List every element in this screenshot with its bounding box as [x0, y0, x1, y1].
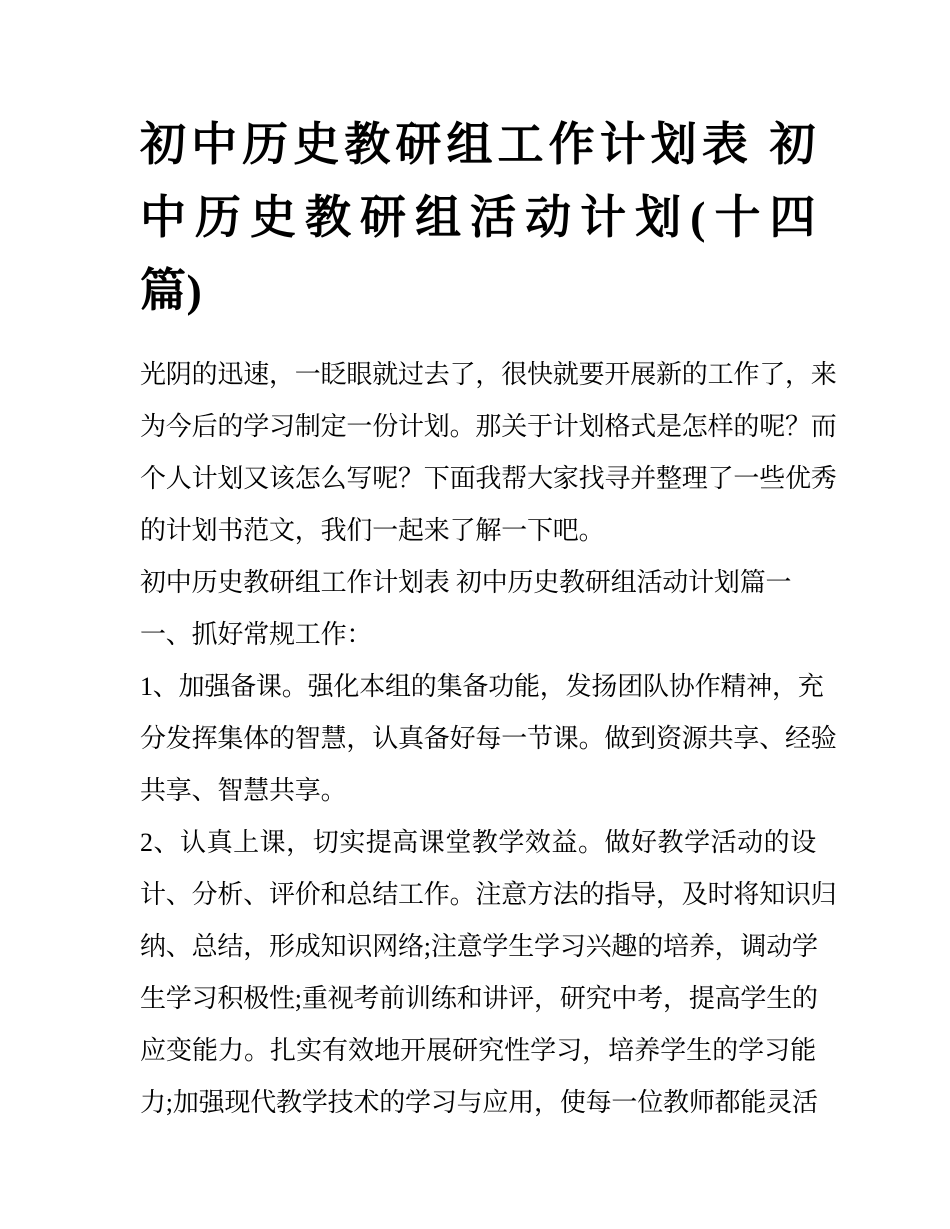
text-line: 为今后的学习制定一份计划。那关于计划格式是怎样的呢？而 [140, 412, 837, 441]
title-line: 篇) [140, 265, 203, 316]
text-line: 力;加强现代教学技术的学习与应用，使每一位教师都能灵活 [140, 1088, 818, 1117]
text-line: 个人计划又该怎么写呢？下面我帮大家找寻并整理了一些优秀 [140, 464, 837, 493]
document-content [140, 108, 837, 1129]
document-body [140, 349, 837, 1129]
text-line: 2、认真上课，切实提高课堂教学效益。做好教学活动的设 [140, 828, 816, 857]
text-line: 共享、智慧共享。 [140, 776, 347, 805]
title-line: 初中历史教研组工作计划表 初 [140, 119, 816, 170]
text-line: 的计划书范文，我们一起来了解一下吧。 [140, 516, 605, 545]
text-line: 纳、总结，形成知识网络;注意学生学习兴趣的培养，调动学 [140, 932, 818, 961]
section-heading-line: 一、抓好常规工作： [140, 620, 373, 649]
section-heading-line: 初中历史教研组工作计划表 初中历史教研组活动计划篇一 [140, 568, 792, 597]
title-line: 中历史教研组活动计划(十四 [140, 192, 816, 243]
text-line: 光阴的迅速，一眨眼就过去了，很快就要开展新的工作了，来 [140, 360, 837, 389]
text-line: 1、加强备课。强化本组的集备功能，发扬团队协作精神，充 [140, 672, 824, 701]
text-line: 应变能力。扎实有效地开展研究性学习，培养学生的学习能 [140, 1036, 816, 1065]
text-line: 生学习积极性;重视考前训练和讲评，研究中考，提高学生的 [140, 984, 818, 1013]
text-line: 分发挥集体的智慧，认真备好每一节课。做到资源共享、经验 [140, 724, 837, 753]
text-line: 计、分析、评价和总结工作。注意方法的指导，及时将知识归 [140, 880, 837, 909]
document-title [140, 108, 816, 327]
